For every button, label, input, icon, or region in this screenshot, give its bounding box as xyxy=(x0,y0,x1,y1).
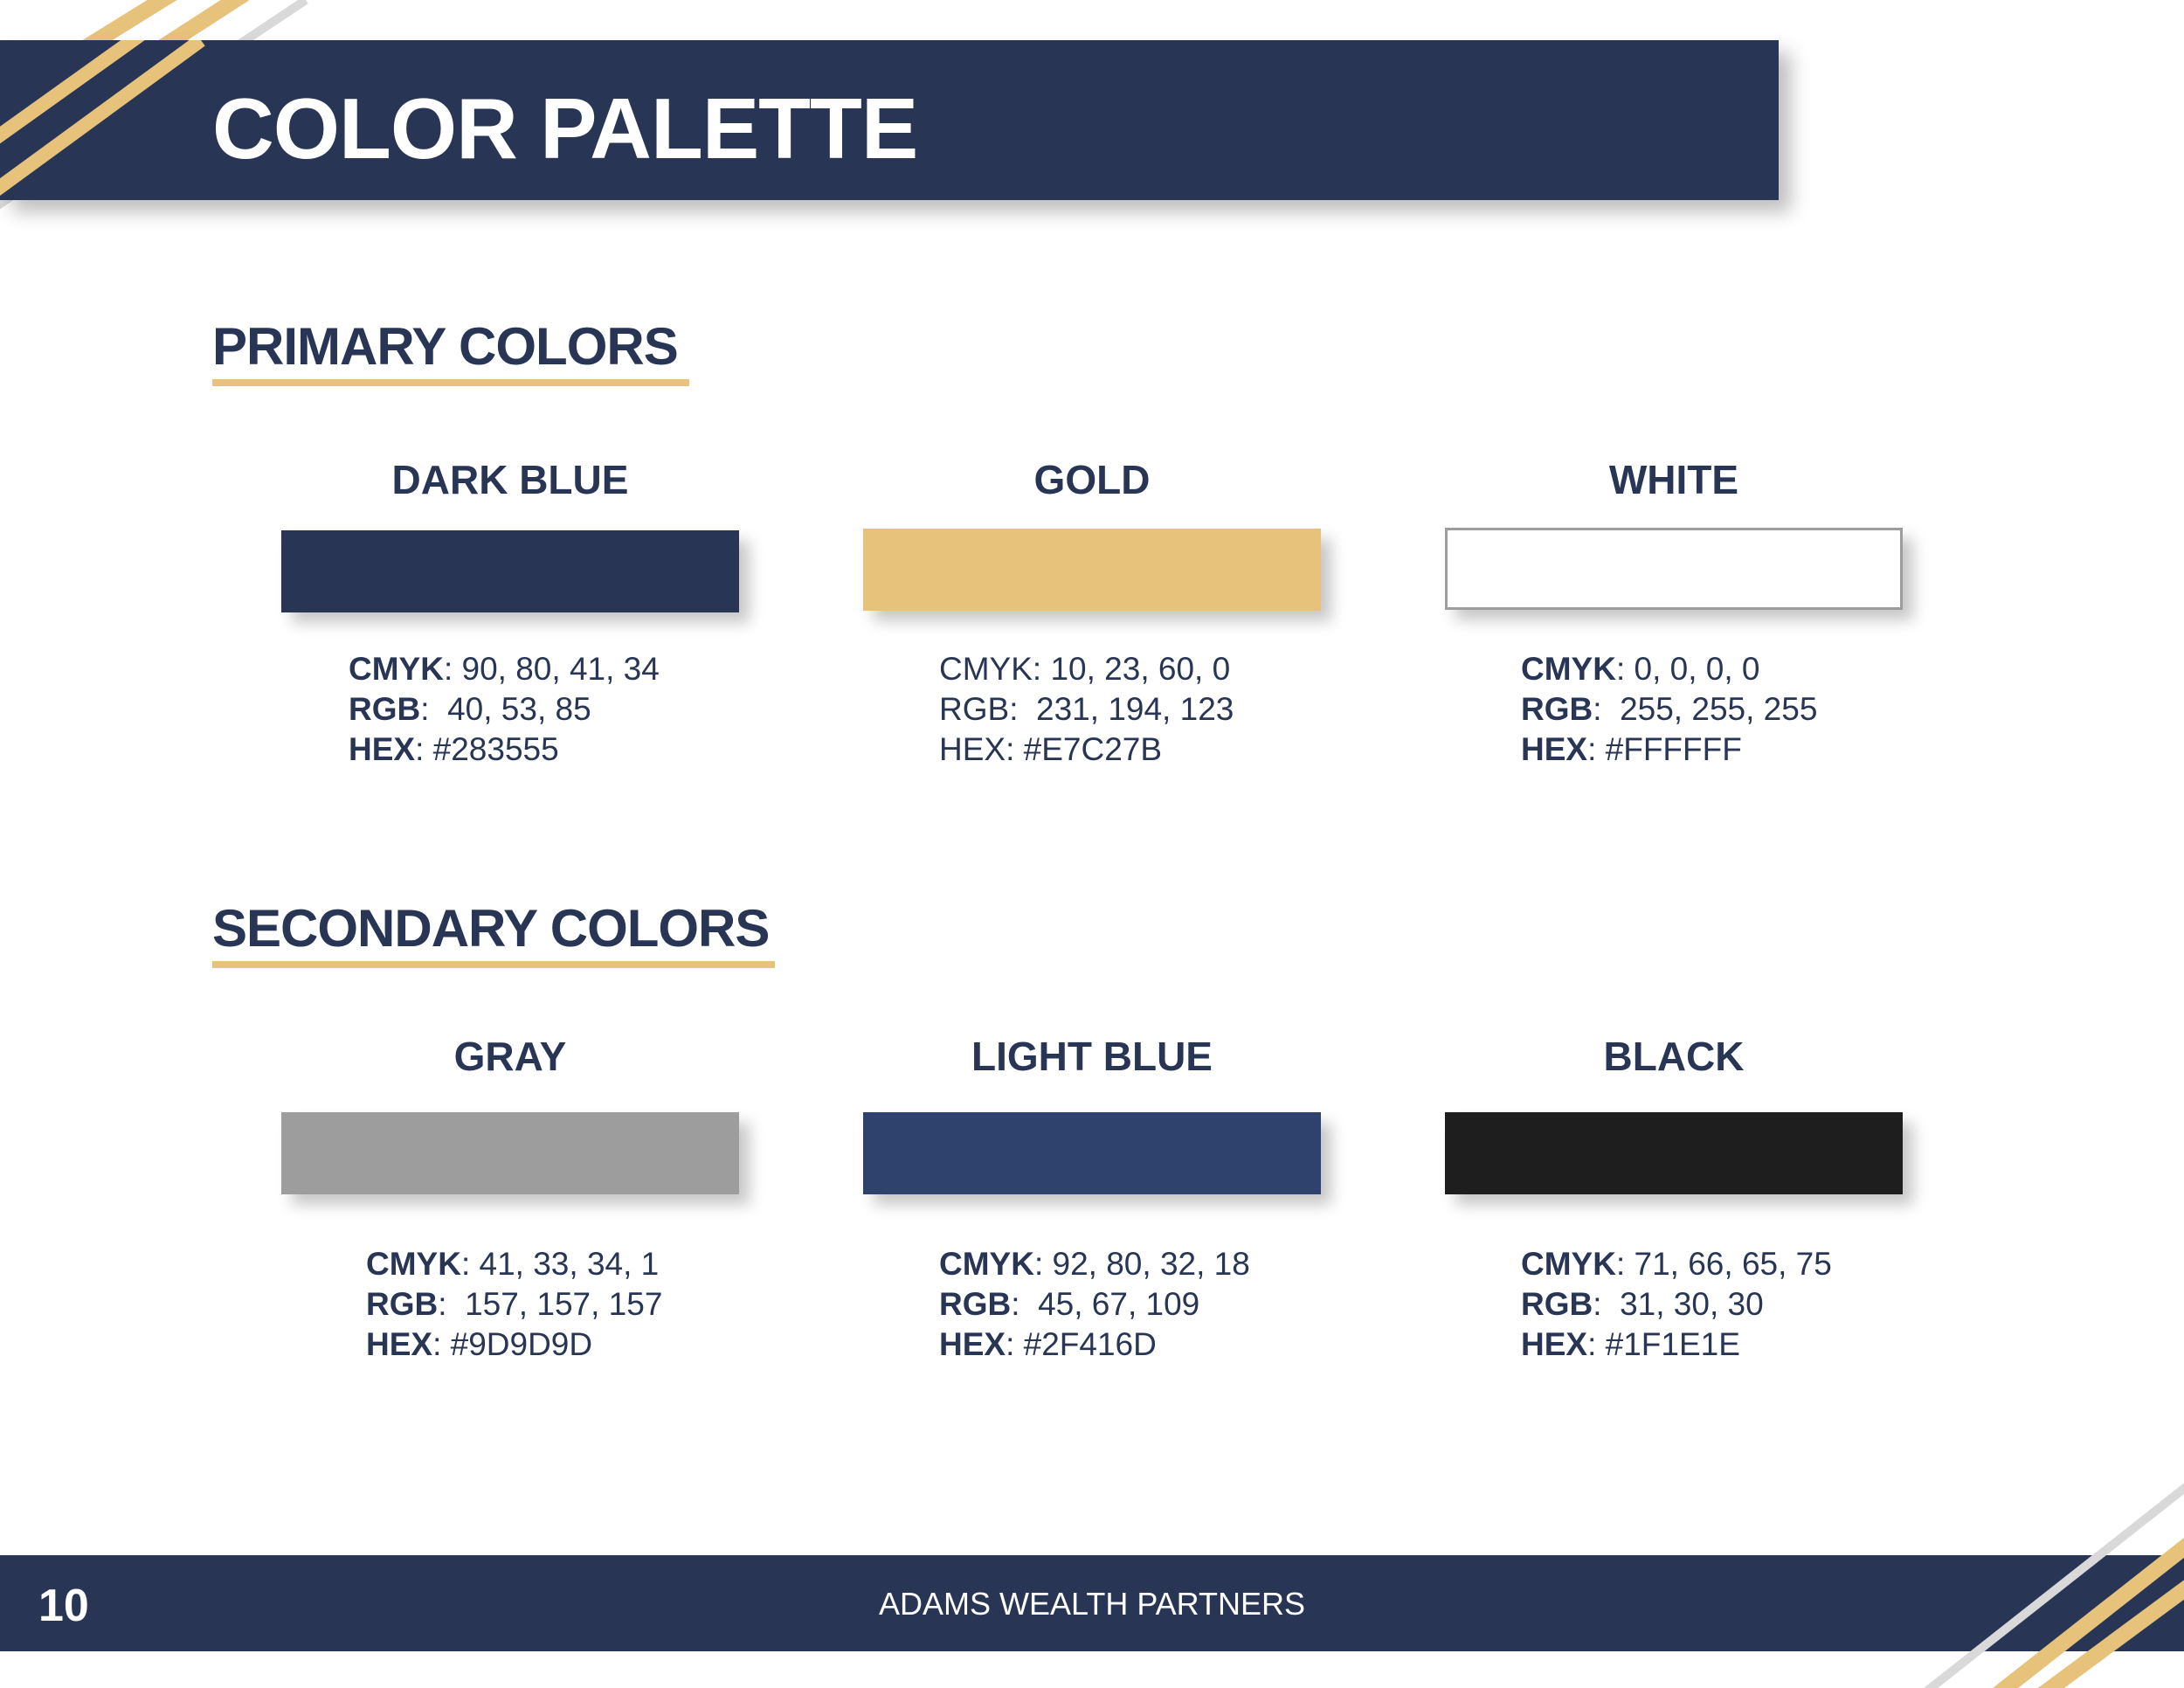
secondary-colors-heading: SECONDARY COLORS xyxy=(212,899,770,958)
specs-dark-blue xyxy=(349,649,660,770)
hex-label: HEX xyxy=(1521,731,1588,767)
rgb-value: : 255, 255, 255 xyxy=(1593,691,1818,727)
secondary-colors-underline xyxy=(212,961,775,968)
hex-value: : #E7C27B xyxy=(1006,731,1163,767)
hex-value: : #283555 xyxy=(415,731,559,767)
rgb-label: RGB xyxy=(1521,1286,1593,1322)
rgb-value: : 157, 157, 157 xyxy=(438,1286,663,1322)
specs-light-blue xyxy=(939,1244,1250,1365)
swatch-name-light-blue: LIGHT BLUE xyxy=(971,1034,1213,1079)
banner-stripes xyxy=(0,40,227,200)
rgb-value: : 31, 30, 30 xyxy=(1593,1286,1764,1322)
footer-company-name: ADAMS WEALTH PARTNERS xyxy=(878,1586,1306,1622)
swatch-light-blue xyxy=(863,1112,1321,1194)
rgb-label: RGB xyxy=(349,691,421,727)
hex-value: : #1F1E1E xyxy=(1587,1326,1740,1362)
swatch-name-dark-blue: DARK BLUE xyxy=(391,457,629,502)
hex-label: HEX xyxy=(939,1326,1006,1362)
swatch-white xyxy=(1445,528,1903,610)
swatch-gold xyxy=(863,529,1321,611)
swatch-name-gray: GRAY xyxy=(453,1034,567,1079)
rgb-label: RGB xyxy=(366,1286,439,1322)
rgb-label: RGB xyxy=(939,1286,1012,1322)
cmyk-label: CMYK xyxy=(1521,1246,1616,1282)
corner-stripes-bottom-right xyxy=(1922,1415,2184,1688)
cmyk-value: : 90, 80, 41, 34 xyxy=(443,651,660,687)
cmyk-label: CMYK xyxy=(349,651,444,687)
specs-white xyxy=(1521,649,1817,770)
hex-label: HEX xyxy=(939,731,1006,767)
cmyk-value: : 10, 23, 60, 0 xyxy=(1032,651,1231,687)
hex-label: HEX xyxy=(349,731,416,767)
cmyk-label: CMYK xyxy=(939,1246,1034,1282)
cmyk-value: : 92, 80, 32, 18 xyxy=(1033,1246,1250,1282)
cmyk-label: CMYK xyxy=(1521,651,1616,687)
cmyk-value: : 71, 66, 65, 75 xyxy=(1615,1246,1832,1282)
rgb-label: RGB xyxy=(1521,691,1593,727)
hex-value: : #2F416D xyxy=(1006,1326,1157,1362)
rgb-label: RGB xyxy=(939,691,1010,727)
page-title: COLOR PALETTE xyxy=(212,80,918,176)
hex-label: HEX xyxy=(1521,1326,1588,1362)
cmyk-label: CMYK xyxy=(939,651,1033,687)
rgb-value: : 40, 53, 85 xyxy=(420,691,591,727)
swatch-black xyxy=(1445,1112,1903,1194)
specs-gold xyxy=(939,649,1234,770)
cmyk-label: CMYK xyxy=(366,1246,461,1282)
swatch-gray xyxy=(281,1112,739,1194)
swatch-dark-blue xyxy=(281,530,739,612)
hex-value: : #9D9D9D xyxy=(432,1326,593,1362)
primary-colors-underline xyxy=(212,379,689,386)
cmyk-value: : 41, 33, 34, 1 xyxy=(460,1246,660,1282)
cmyk-value: : 0, 0, 0, 0 xyxy=(1615,651,1760,687)
specs-black xyxy=(1521,1244,1832,1365)
swatch-name-white: WHITE xyxy=(1608,457,1739,502)
rgb-value: : 231, 194, 123 xyxy=(1009,691,1234,727)
primary-colors-heading: PRIMARY COLORS xyxy=(212,317,678,376)
hex-value: : #FFFFFF xyxy=(1587,731,1742,767)
swatch-name-gold: GOLD xyxy=(1033,457,1151,502)
page-number: 10 xyxy=(38,1581,89,1631)
swatch-name-black: BLACK xyxy=(1603,1034,1745,1079)
rgb-value: : 45, 67, 109 xyxy=(1011,1286,1200,1322)
hex-label: HEX xyxy=(366,1326,433,1362)
specs-gray xyxy=(366,1244,662,1365)
